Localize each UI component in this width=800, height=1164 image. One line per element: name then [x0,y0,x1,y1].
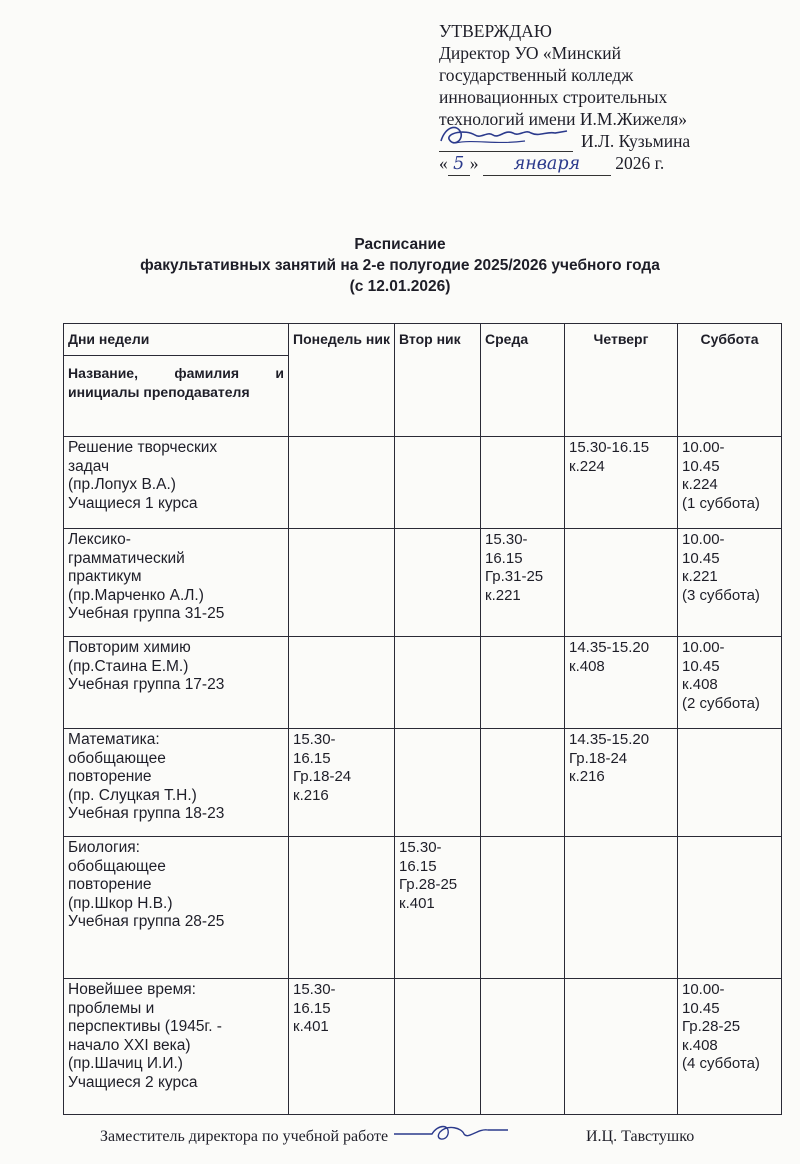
header-day-wednesday: Среда [481,324,565,437]
table-row [64,529,782,637]
schedule-cell-monday [289,979,395,1115]
schedule-line: 10.00- [682,531,725,548]
title-line-3: (с 12.01.2026) [349,278,451,295]
schedule-cell-monday [289,729,395,837]
subject-line: обобщающее [68,749,166,767]
footer-name: И.Ц. Тавстушко [586,1128,695,1145]
subject-line: (пр.Стаина Е.М.) [68,657,189,675]
date-year: 2026 г. [615,153,665,173]
schedule-line: к.221 [485,586,521,604]
subject-line: Учебная группа 31-25 [68,605,225,622]
schedule-line: к.216 [569,768,605,785]
schedule-cell-tuesday [395,437,481,529]
title-line-1: Расписание [354,236,446,253]
schedule-cell-wednesday [481,729,565,837]
schedule-cell-wednesday [481,529,565,637]
header-day-monday: Понедель ник [289,324,395,437]
schedule-line: (1 суббота) [682,494,760,512]
subject-cell [64,437,289,529]
schedule-cell-thursday [565,979,678,1115]
schedule-line: 10.45 [682,549,720,567]
approval-line-3: инновационных строительных [439,87,668,107]
document-title [0,234,800,297]
schedule-cell-saturday [678,529,782,637]
schedule-cell-tuesday [395,729,481,837]
schedule-cell-thursday [565,729,678,837]
director-signature-row [439,130,779,152]
schedule-cell-thursday [565,529,678,637]
schedule-cell-saturday [678,979,782,1115]
subject-line: повторение [68,876,152,893]
subject-line: Решение творческих [68,439,218,456]
subject-line: перспективы (1945г. - [68,1018,222,1035]
date-month: января [513,154,581,174]
subject-line: повторение [68,768,152,785]
schedule-table [63,323,782,1115]
schedule-cell-tuesday [395,979,481,1115]
schedule-line: Гр.28-25 [399,876,458,893]
table-row [64,837,782,979]
subject-line: Учащиеся 1 курса [68,494,198,512]
schedule-cell-tuesday [395,837,481,979]
subject-line: Повторим химию [68,639,191,656]
schedule-line: Гр.18-24 [569,749,628,767]
schedule-line: 16.15 [293,999,331,1017]
subject-cell [64,979,289,1115]
schedule-line: к.408 [682,676,718,693]
schedule-line: 16.15 [485,549,523,567]
schedule-cell-monday [289,529,395,637]
schedule-line: 16.15 [399,857,437,875]
schedule-line: (3 суббота) [682,586,760,604]
subject-line: обобщающее [68,857,166,875]
schedule-line: 15.30- [485,531,528,548]
table-row [64,437,782,529]
table-row [64,979,782,1115]
schedule-line: 10.45 [682,657,720,675]
subject-line: Учащиеся 2 курса [68,1073,198,1091]
subject-line: Биология: [68,839,140,856]
approval-date [439,152,779,176]
schedule-cell-saturday [678,637,782,729]
approval-block [439,20,779,176]
header-day-thursday: Четверг [565,324,678,437]
schedule-cell-monday [289,637,395,729]
subject-cell [64,837,289,979]
subject-line: Учебная группа 18-23 [68,805,225,822]
schedule-cell-thursday [565,437,678,529]
header-day-saturday: Суббота [678,324,782,437]
schedule-cell-wednesday [481,437,565,529]
subject-line: грамматический [68,549,185,567]
approval-line-4: технологий имени И.М.Жижеля» [439,109,688,129]
schedule-line: к.224 [682,476,718,493]
schedule-cell-monday [289,837,395,979]
schedule-line: к.408 [682,1036,718,1054]
schedule-cell-saturday [678,729,782,837]
date-open-quote: « [439,153,448,173]
header-days-label: Дни недели [64,324,289,356]
schedule-line: 15.30- [293,981,336,998]
schedule-cell-wednesday [481,837,565,979]
schedule-line: 14.35-15.20 [569,639,650,656]
schedule-line: Гр.18-24 [293,768,352,785]
schedule-line: к.216 [293,786,329,804]
schedule-cell-wednesday [481,637,565,729]
date-close-quote: » [469,153,479,173]
schedule-line: к.224 [569,457,605,475]
subject-line: практикум [68,568,142,585]
subject-line: (пр. Слуцкая Т.Н.) [68,786,197,804]
schedule-cell-tuesday [395,637,481,729]
subject-line: Новейшее время: [68,981,196,998]
schedule-line: к.401 [399,894,435,912]
schedule-cell-thursday [565,837,678,979]
schedule-cell-tuesday [395,529,481,637]
subject-line: Лексико- [68,531,131,548]
header-subject-label: Название, фамилия и инициалы преподавателя [64,356,289,437]
schedule-line: 15.30- [293,731,336,748]
schedule-line: Гр.31-25 [485,568,544,585]
schedule-line: к.221 [682,568,718,585]
schedule-line: 16.15 [293,749,331,767]
director-name: И.Л. Кузьмина [581,131,691,151]
footer [100,1128,780,1146]
deputy-signature [392,1132,510,1146]
schedule-line: 10.45 [682,999,720,1017]
schedule-line: 10.45 [682,457,720,475]
schedule-line: Гр.28-25 [682,1018,741,1035]
subject-line: (пр.Шачиц И.И.) [68,1055,183,1072]
header-row [64,324,782,356]
approval-line-2: государственный колледж [439,65,634,85]
subject-cell [64,529,289,637]
schedule-cell-saturday [678,437,782,529]
subject-line: задач [68,457,110,475]
approval-line-1: Директор УО «Минский [439,43,621,63]
subject-line: (пр.Марченко А.Л.) [68,586,204,604]
subject-line: начало XXI века) [68,1036,191,1054]
table-row [64,729,782,837]
schedule-cell-wednesday [481,979,565,1115]
approval-heading: УТВЕРЖДАЮ [439,21,552,41]
director-signature [439,133,573,152]
subject-line: Математика: [68,731,160,748]
schedule-line: 10.00- [682,981,725,998]
schedule-line: 10.00- [682,639,725,656]
schedule-line: 10.00- [682,439,725,456]
schedule-line: к.401 [293,1018,329,1035]
title-line-2: факультативных занятий на 2-е полугодие 2025/2026 учебного года [140,257,660,274]
schedule-cell-thursday [565,637,678,729]
schedule-line: 14.35-15.20 [569,731,650,748]
schedule-line: 15.30- [399,839,442,856]
subject-line: (пр.Лопух В.А.) [68,476,176,493]
subject-line: Учебная группа 28-25 [68,913,225,930]
subject-line: проблемы и [68,999,155,1017]
subject-cell [64,729,289,837]
schedule-line: (4 суббота) [682,1055,760,1072]
subject-cell [64,637,289,729]
subject-line: Учебная группа 17-23 [68,676,225,693]
footer-position: Заместитель директора по учебной работе [100,1128,389,1145]
schedule-line: к.408 [569,657,605,675]
schedule-line: (2 суббота) [682,694,760,712]
schedule-line: 15.30-16.15 [569,439,650,456]
header-day-tuesday: Втор ник [395,324,481,437]
date-day: 5 [453,154,465,174]
table-row [64,637,782,729]
schedule-cell-monday [289,437,395,529]
subject-line: (пр.Шкор Н.В.) [68,894,173,912]
schedule-cell-saturday [678,837,782,979]
